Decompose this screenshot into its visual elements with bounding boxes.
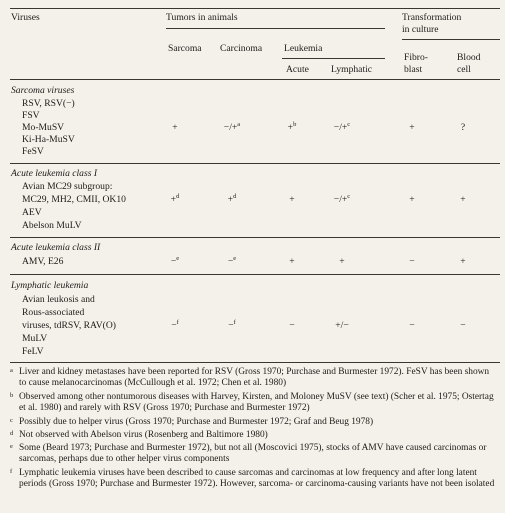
footnote-e: e Some (Beard 1973; Purchase and Burmester 1972), but not all (Moscovici 1975), stocks of AMV have caused carcinomas or sarcomas, perhaps due to other helper virus components [10,443,487,465]
cell-carcinoma: −$^f$ [228,318,236,331]
cell-fibroblast: − [409,320,415,331]
virus-line: RSV, RSV(−) [22,98,75,109]
bloodcell-header-1: Blood [457,52,481,63]
table-bottom-rule [10,362,500,363]
cell-fibroblast: − [409,256,415,267]
fibroblast-header-2: blast [404,64,423,75]
virus-line: FeLV [22,346,44,357]
footnote-a: a Liver and kidney metastases have been reported for RSV (Gross 1970; Purchase and Burmester 1972). FeSV has been shown to cause melanocarcinomas (McCullough et al. 1972; Chen et al. 1980) [10,367,490,389]
section-title-acute-2: Acute leukemia class II [11,242,101,253]
footnote-f: f Lymphatic leukemia viruses have been described to cause sarcomas and carcinomas at low frequency and after long latent periods (Gross 1970; Purchase and Burmester 1972). However, sarcoma- or carcinoma-causing variants have not been isolated [10,468,495,490]
cell-acute: + [289,194,295,205]
transformation-header-2: in culture [402,24,439,35]
cell-sarcoma: + [172,122,178,133]
footnote-b: b Observed among other nontumorous diseases with Harvey, Kirsten, and Moloney MuSV (see text) (Scher et al. 1975; Ostertag et al. 1980) and rarely with RSV (Gross 1970; Purchase and Burmester 1972) [10,392,494,414]
virus-line: Mo-MuSV [22,122,65,133]
cell-lymphatic: −/+$^c$ [333,120,351,133]
cell-lymphatic: + [339,256,345,267]
cell-carcinoma: −/+$^a$ [223,120,241,133]
cell-carcinoma: −$^e$ [227,254,237,267]
footnote-c: c Possibly due to helper virus (Gross 1970; Purchase and Burmester 1972; Graf and Beug 1978) [10,417,374,427]
virus-line: Rous-associated [22,307,85,318]
virus-line: Avian MC29 subgroup: [22,181,113,192]
viruses-header: Viruses [11,12,40,23]
lymphatic-header: Lymphatic [331,64,373,75]
fibroblast-header-1: Fibro- [404,52,428,63]
virus-line: Ki-Ha-MuSV [22,134,75,145]
acute-header: Acute [286,64,309,75]
cell-fibroblast: + [409,122,415,133]
virus-line: FSV [22,110,40,121]
footnote-d: d Not observed with Abelson virus (Rosenberg and Baltimore 1980) [10,430,268,440]
section-title-acute-1: Acute leukemia class I [11,168,98,179]
carcinoma-header: Carcinoma [220,43,263,54]
section-title-lymphatic: Lymphatic leukemia [11,280,89,291]
section-rule [10,237,500,238]
section-title-sarcoma: Sarcoma viruses [11,85,75,96]
transformation-header-1: Transformation [402,12,462,23]
cell-bloodcell: + [460,194,466,205]
cell-lymphatic: −/+$^c$ [333,192,351,205]
virus-line: Avian leukosis and [22,294,95,305]
tumors-rule [166,28,385,29]
virus-line: AMV, E26 [22,256,64,267]
sarcoma-header: Sarcoma [168,43,202,54]
virus-line: MC29, MH2, CMII, OK10 [22,194,126,205]
cell-bloodcell: − [460,320,466,331]
cell-acute: − [289,320,295,331]
transformation-rule [402,39,500,40]
cell-fibroblast: + [409,194,415,205]
virus-line: AEV [22,207,42,218]
cell-bloodcell: ? [460,122,466,133]
cell-acute: + [289,256,295,267]
virus-line: viruses, tdRSV, RAV(O) [22,320,116,331]
section-rule [10,163,500,164]
top-rule [10,8,500,9]
tumors-header: Tumors in animals [166,12,238,23]
leukemia-header: Leukemia [284,43,323,54]
cell-bloodcell: + [460,256,466,267]
virus-line: Abelson MuLV [22,220,82,231]
cell-sarcoma: −$^e$ [170,254,180,267]
virus-line: FeSV [22,146,44,157]
leukemia-rule [282,58,385,59]
cell-acute: +$^b$ [287,120,297,133]
bloodcell-header-2: cell [457,64,471,75]
section-rule [10,274,500,275]
header-bottom-rule [10,79,500,80]
cell-lymphatic: +/− [335,320,349,331]
cell-carcinoma: +$^d$ [227,192,237,205]
virus-line: MuLV [22,333,48,344]
cell-sarcoma: +$^d$ [170,192,180,205]
cell-sarcoma: −$^f$ [171,318,179,331]
